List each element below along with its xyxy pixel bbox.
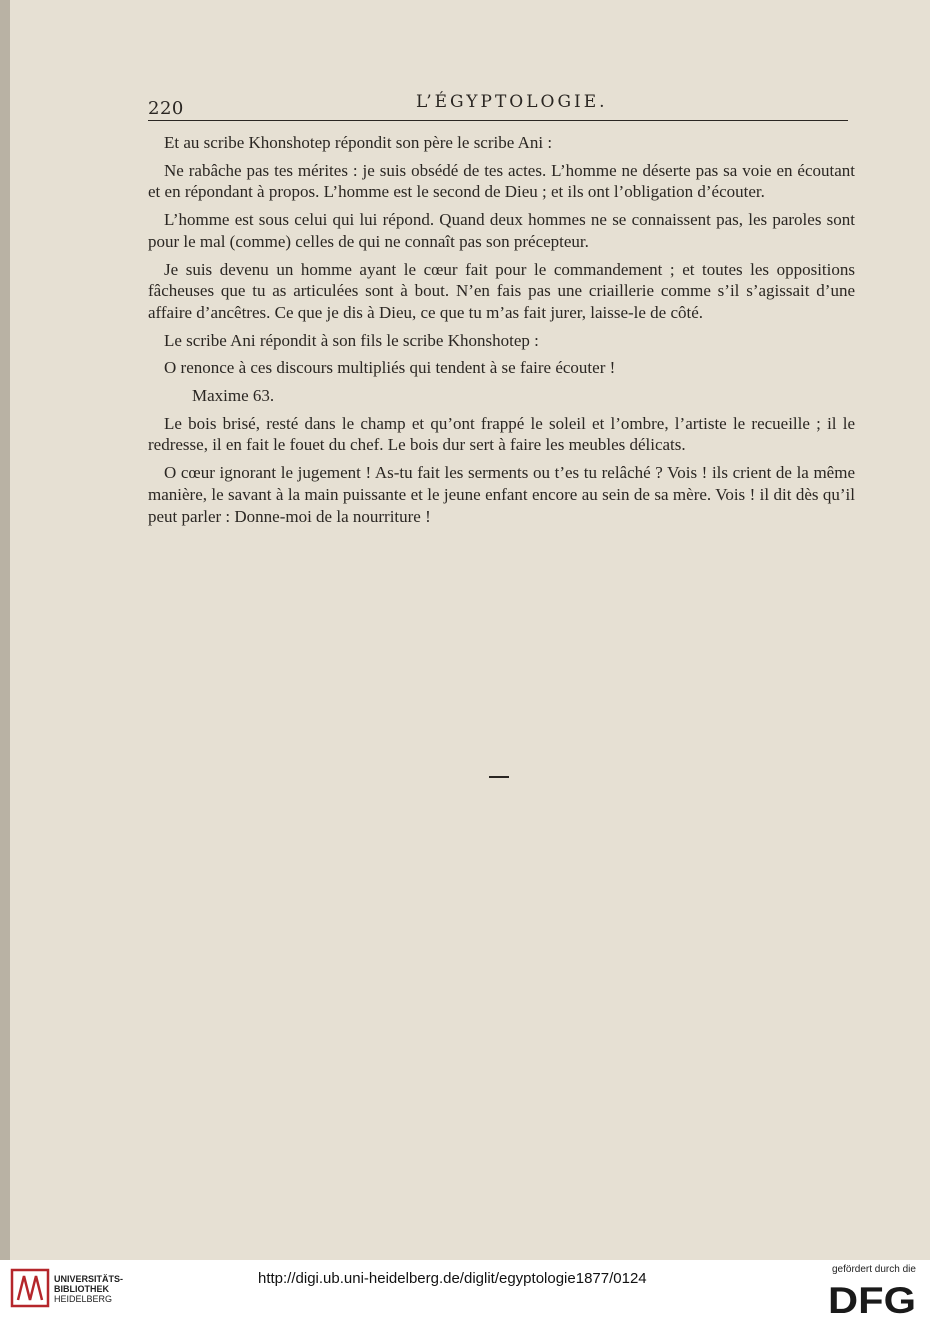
dfg-logo-icon	[828, 1282, 918, 1316]
source-url-link[interactable]: http://digi.ub.uni-heidelberg.de/diglit/egyptologie1877/0124	[258, 1270, 647, 1287]
paragraph: O renonce à ces discours multipliés qui tendent à se faire écouter !	[164, 358, 616, 378]
body-text	[148, 132, 855, 533]
page-number: 220	[148, 98, 184, 119]
paragraph: Ne rabâche pas tes mérites : je suis obsédé de tes actes. L’homme ne déserte pas sa voie en écoutant et en répondant à propos. L’homme est le second de Dieu ; et ils ont l’obligation d’écouter.	[148, 160, 855, 202]
funded-by-label: gefördert durch die	[832, 1264, 916, 1275]
binding-shadow	[0, 0, 10, 1260]
heidelberg-library-logo-icon	[10, 1268, 50, 1308]
page-header	[148, 92, 848, 120]
paragraph: L’homme est sous celui qui lui répond. Quand deux hommes ne se connaissent pas, les paroles sont pour le mal (comme) celles de qui ne connaît pas son précepteur.	[148, 210, 855, 251]
paragraph: Le bois brisé, resté dans le champ et qu’ont frappé le soleil et l’ombre, l’artiste le recueille ; il le redresse, il en fait le fouet du chef. Le bois dur sert à faire les meubles délicats.	[148, 413, 855, 455]
running-title: L’ÉGYPTOLOGIE.	[416, 92, 608, 112]
viewer-footer	[0, 1260, 930, 1324]
header-rule	[148, 120, 848, 121]
paragraph: O cœur ignorant le jugement ! As-tu fait les serments ou t’es tu relâché ? Vois ! ils crient de la même manière, le savant à la main puissante et le jeune enfant encore au sein de sa mère. Vois ! il dit dès qu’il peut parler : Donne-moi de la nourriture !	[148, 463, 855, 526]
dfg-logo-text: DFG	[828, 1282, 916, 1316]
paragraph: Le scribe Ani répondit à son fils le scribe Khonshotep :	[164, 330, 539, 350]
library-name	[54, 1274, 123, 1304]
paragraph: Je suis devenu un homme ayant le cœur fait pour le commandement ; et toutes les oppositions fâcheuses que tu as articulées sont à bout. N’en fais pas une criaillerie comme s’il s’agissait d’une affaire d’ancêtres. Ce que je dis à Dieu, ce que tu m’as fait jurer, laisse-le de côté.	[148, 259, 855, 322]
maxim-heading: Maxime 63.	[192, 386, 275, 406]
library-name-line2: BIBLIOTHEK	[54, 1284, 109, 1294]
library-name-line1: UNIVERSITÄTS-	[54, 1274, 124, 1284]
end-dash	[489, 776, 509, 778]
library-name-line3: HEIDELBERG	[54, 1294, 113, 1304]
paragraph: Et au scribe Khonshotep répondit son père le scribe Ani :	[164, 133, 553, 152]
